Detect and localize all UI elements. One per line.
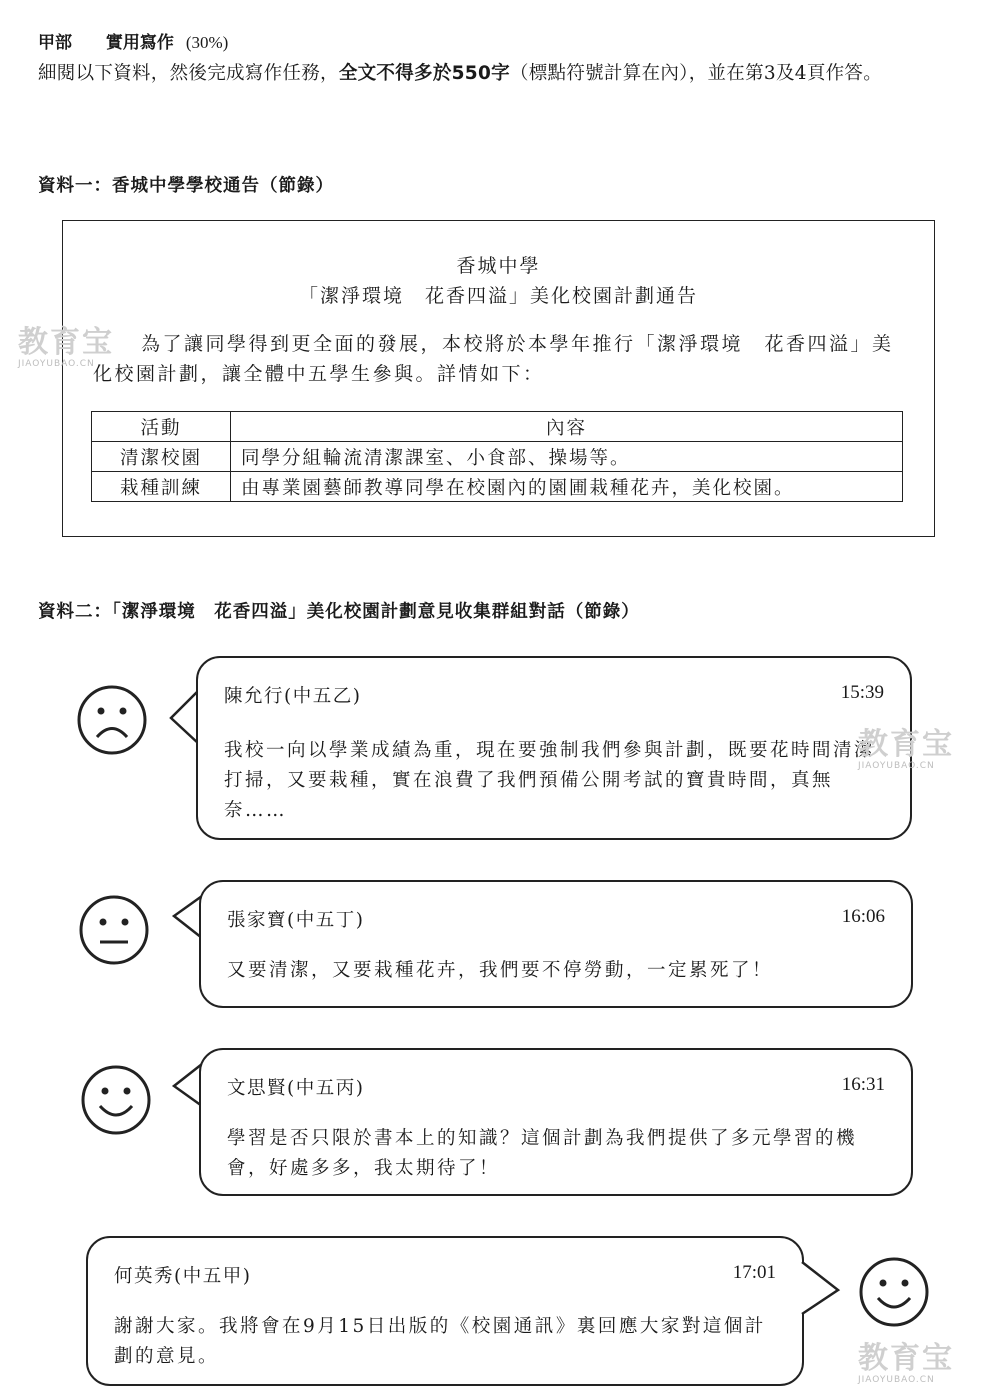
chat-message — [86, 1236, 804, 1386]
source2-heading: 資料二：「潔淨環境 花香四溢」美化校園計劃意見收集群組對話（節錄） — [38, 602, 640, 622]
message-text: 學習是否只限於書本上的知識？這個計劃為我們提供了多元學習的機會，好處多多，我太期待了！ — [227, 1128, 858, 1179]
activity-content: 同學分組輪流清潔課室、小食部、操場等。 — [231, 442, 903, 472]
bubble-tail — [800, 1258, 844, 1320]
watermark — [858, 727, 954, 772]
chat-message — [199, 880, 913, 1008]
message-time: 16:06 — [841, 906, 885, 927]
watermark-text: 教育宝 — [858, 1341, 954, 1376]
watermark-text: 教育宝 — [858, 727, 954, 762]
activity-name: 清潔校園 — [92, 442, 231, 472]
activity-table — [91, 411, 903, 502]
neutral-face-icon — [78, 894, 150, 966]
message-time: 15:39 — [840, 682, 884, 703]
watermark — [18, 325, 114, 370]
sender-name: 何英秀(中五甲) — [114, 1266, 252, 1287]
sender-name: 陳允行(中五乙) — [224, 686, 362, 707]
sender-name: 張家寶(中五丁) — [227, 910, 365, 931]
watermark — [858, 1341, 954, 1386]
happy-face-icon — [80, 1064, 152, 1136]
school-notice — [62, 220, 935, 537]
watermark-sub: JIAOYUBAO.CN — [18, 359, 95, 369]
activity-content: 由專業園藝師教導同學在校園內的園圃栽種花卉，美化校園。 — [231, 472, 903, 502]
notice-body: 為了讓同學得到更全面的發展，本校將於本學年推行「潔淨環境 花香四溢」美化校園計劃，讓全體中五學生參與。詳情如下： — [93, 333, 894, 385]
sad-face-icon — [76, 684, 148, 756]
section-title: 實用寫作 — [105, 33, 174, 53]
notice-title: 「潔淨環境 花香四溢」美化校園計劃通告 — [298, 285, 698, 307]
section-heading — [38, 28, 228, 53]
message-text: 又要清潔，又要栽種花卉，我們要不停勞動，一定累死了！ — [227, 960, 774, 981]
watermark-sub: JIAOYUBAO.CN — [858, 761, 935, 771]
instructions-suffix: （標點符號計算在內），並在第3及4頁作答。 — [509, 63, 883, 84]
source1-heading: 資料一：香城中學學校通告（節錄） — [38, 176, 334, 196]
message-text: 謝謝大家。我將會在9月15日出版的《校園通訊》裏回應大家對這個計劃的意見。 — [114, 1316, 766, 1367]
sender-name: 文思賢(中五丙) — [227, 1078, 365, 1099]
section-weight: (30%) — [185, 33, 229, 52]
message-text: 我校一向以學業成績為重，現在要強制我們參與計劃，既要花時間清潔打掃，又要栽種，實在浪費了我們預備公開考試的寶貴時間，真無奈…… — [224, 740, 876, 821]
table-row — [92, 442, 903, 472]
watermark-text: 教育宝 — [18, 325, 114, 360]
notice-school-name: 香城中學 — [456, 255, 541, 277]
activity-name: 栽種訓練 — [92, 472, 231, 502]
watermark-sub: JIAOYUBAO.CN — [858, 1375, 935, 1385]
message-time: 16:31 — [841, 1074, 885, 1095]
instructions — [38, 60, 953, 88]
word-limit: 全文不得多於550字 — [338, 63, 510, 84]
section-part: 甲部 — [38, 33, 72, 53]
message-time: 17:01 — [732, 1262, 776, 1283]
table-header: 活動 — [92, 412, 231, 442]
table-header-row — [92, 412, 903, 442]
chat-message — [199, 1048, 913, 1196]
table-row — [92, 472, 903, 502]
instructions-prefix: 細閱以下資料，然後完成寫作任務， — [38, 63, 339, 84]
table-header: 內容 — [231, 412, 903, 442]
happy-face-icon — [858, 1256, 930, 1328]
chat-message — [196, 656, 912, 840]
